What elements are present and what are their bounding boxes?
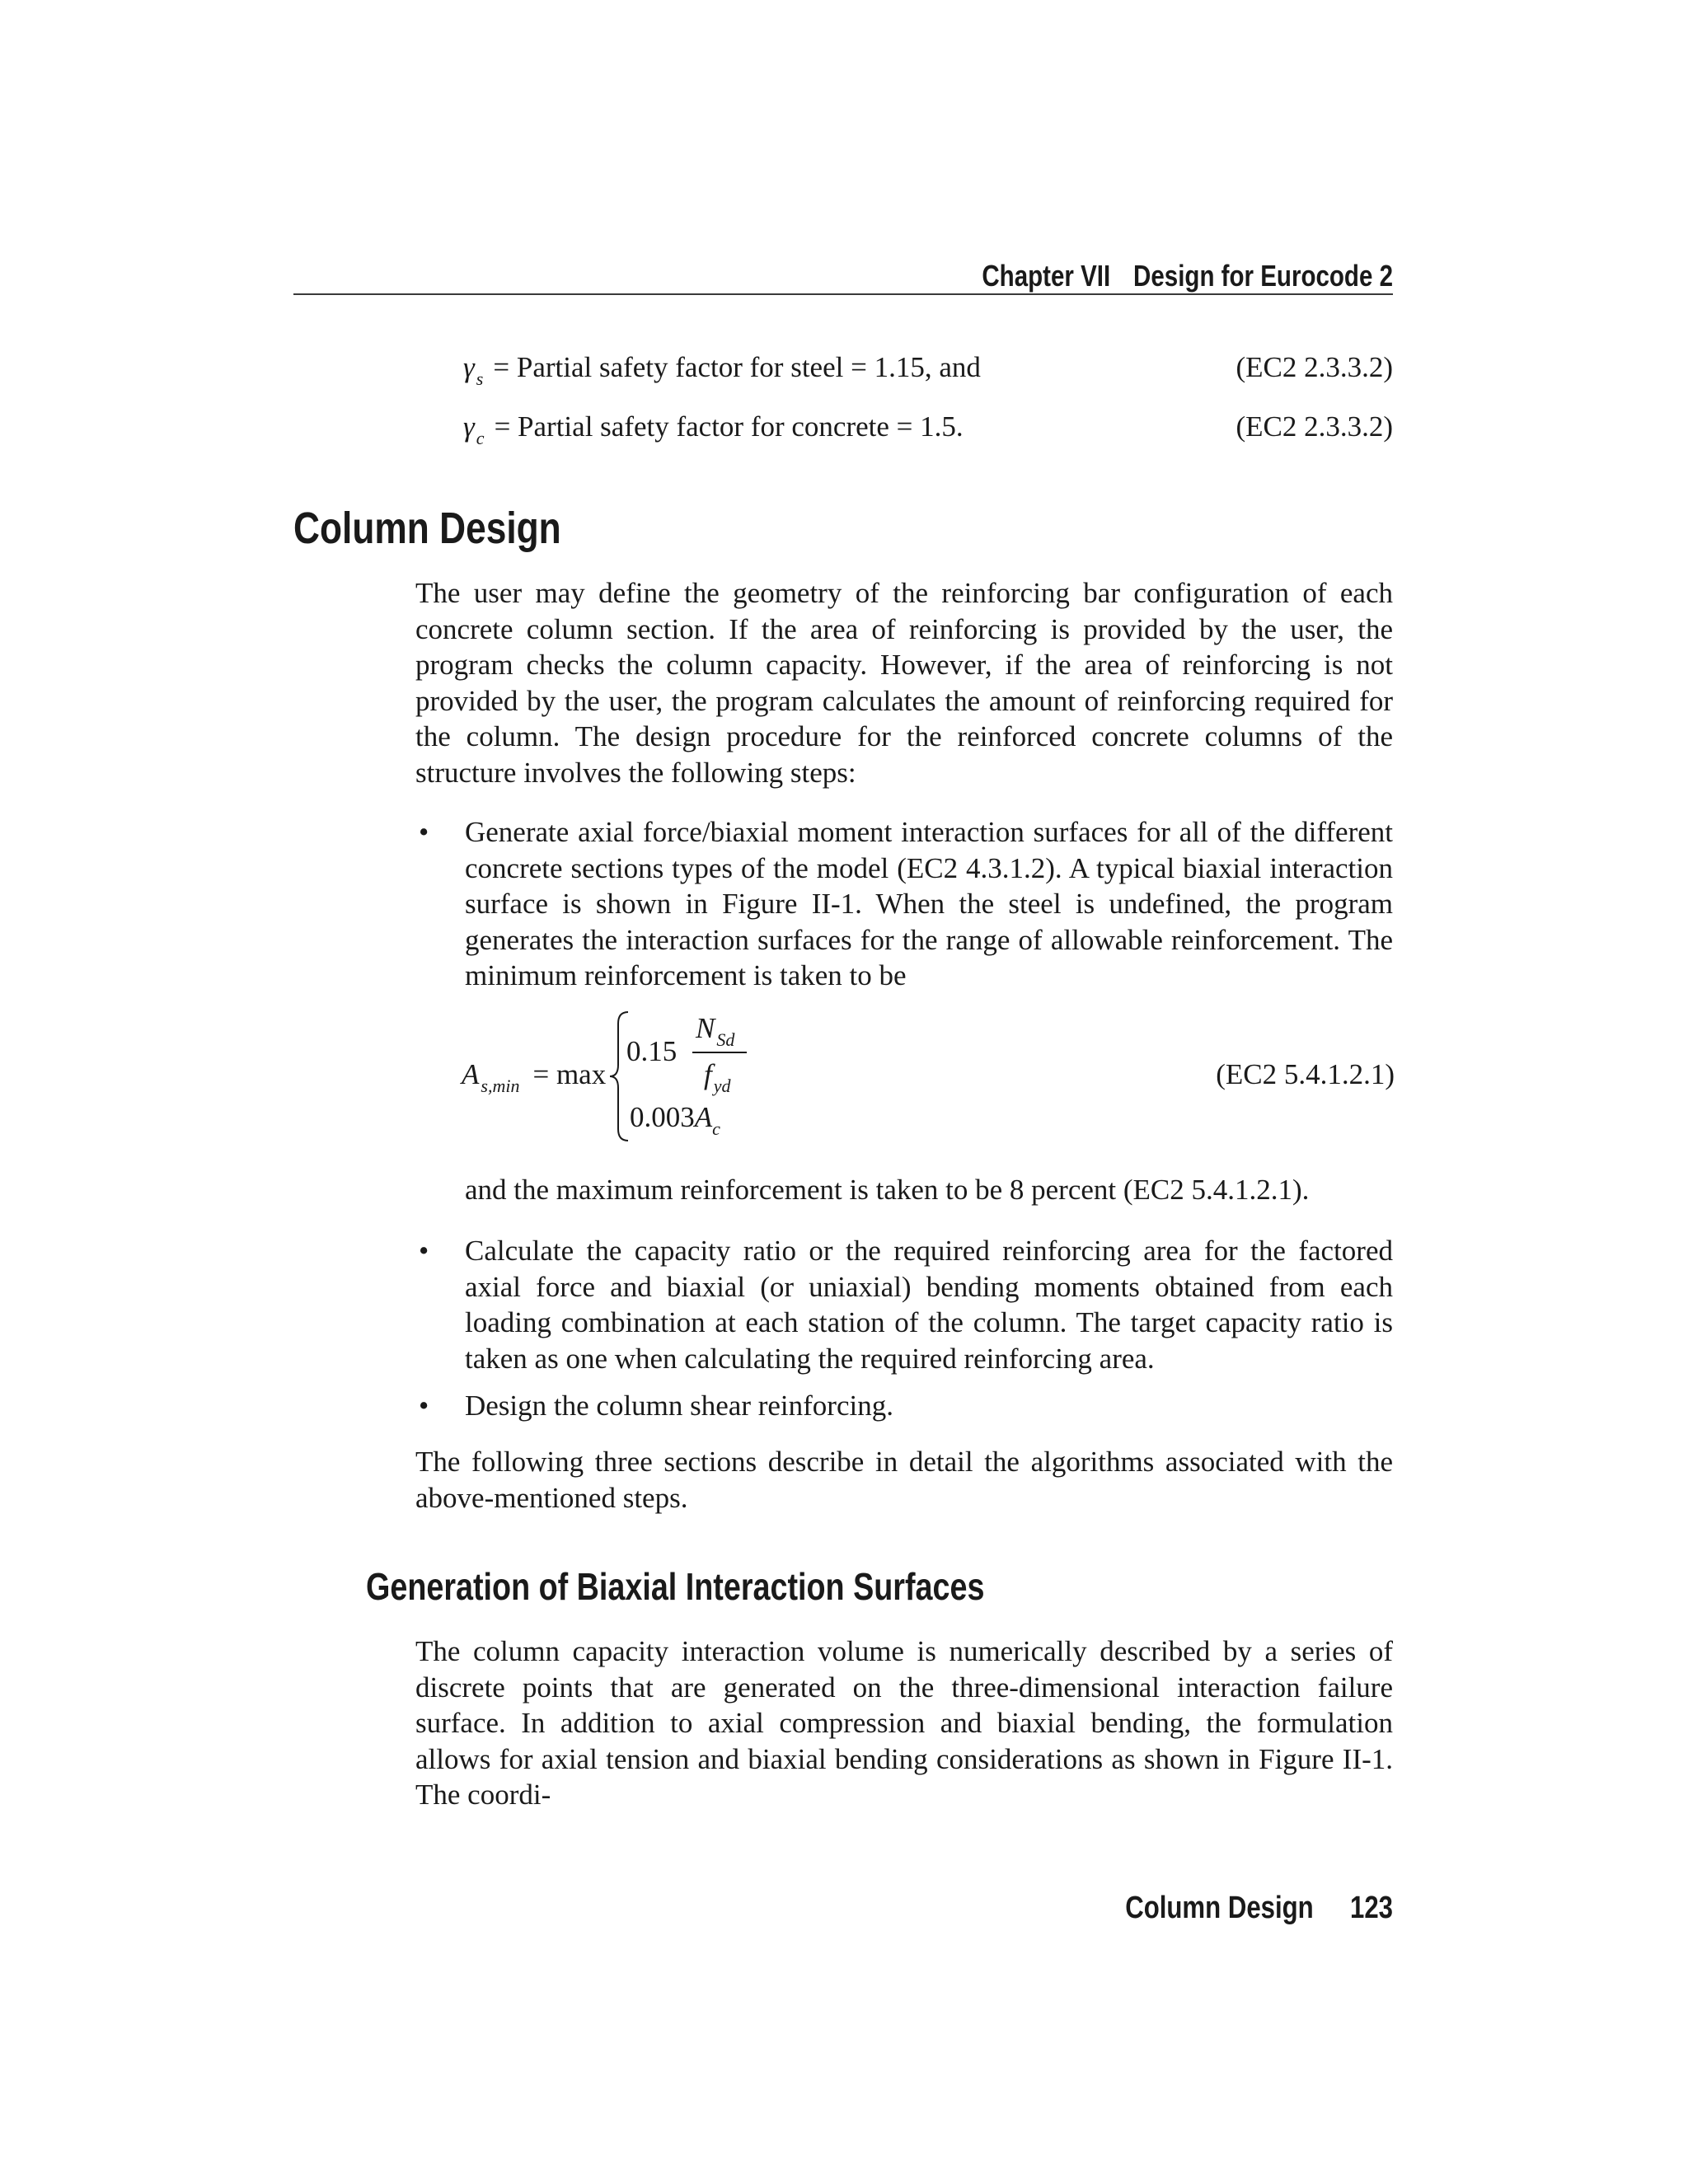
fraction-bar <box>692 1052 747 1053</box>
fraction-denominator: $f_{yd}$ <box>704 1058 731 1096</box>
section-heading: Column Design <box>293 504 561 553</box>
brace-icon <box>608 1010 631 1142</box>
definition-text: = Partial safety factor for steel = 1.15, and <box>493 351 981 383</box>
formula-operator: = max <box>532 1058 607 1090</box>
formula-fraction <box>686 1012 750 1094</box>
bullet-list-top <box>415 814 1393 1005</box>
definition-subscript: c <box>476 428 485 448</box>
subsection-paragraph: The column capacity interaction volume is numerically described by a series of discrete points that are generated on the three-dimensional interaction failure surface. In addition to axial compression and biaxial bending, the formulation allows for axial tension and biaxial bending considerations as shown in Figure II-1. The coordi- <box>415 1635 1393 1811</box>
closing-paragraph: The following three sections describe in detail the algorithms associated with the above-mentioned steps. <box>415 1446 1393 1514</box>
min-reinforcement-formula <box>462 1010 1395 1142</box>
header-rule <box>293 293 1393 295</box>
definition-symbol: γ <box>463 351 475 383</box>
definition-symbol: γ <box>463 410 475 443</box>
bullet-marker: • <box>419 1390 429 1422</box>
formula-second-term: $0.003A_c$ <box>630 1101 720 1139</box>
bullet-text: Generate axial force/biaxial moment interaction surfaces for all of the different concrete sections types of the model (EC2 4.3.1.2). A typical biaxial interaction surface is shown in Figure II-1. When the steel is undefined, the program generates the interaction surfaces for the range of allowable reinforcement. The minimum reinforcement is taken to be <box>465 816 1393 991</box>
definition-gamma-s <box>463 351 981 389</box>
list-item <box>415 1388 1393 1424</box>
formula-subscript: s,min <box>481 1076 520 1096</box>
page-number: 123 <box>1350 1891 1393 1925</box>
formula-coefficient: 0.15 <box>626 1035 678 1067</box>
subsection-heading: Generation of Biaxial Interaction Surfaces <box>366 1565 985 1608</box>
fraction-numerator: $N_{Sd}$ <box>696 1012 735 1050</box>
header-title: Design for Eurocode 2 <box>1133 259 1393 293</box>
intro-paragraph: The user may define the geometry of the reinforcing bar configuration of each concrete column section. If the area of reinforcing is provided by the user, the program checks the column capacity. However, if the area of reinforcing is not provided by the user, the program calculates the amount of reinforcing required for the column. The design procedure for the reinforced concrete columns of the structure involves the following steps: <box>415 577 1393 789</box>
list-item <box>415 814 1393 994</box>
footer-section: Column Design <box>1125 1891 1314 1925</box>
bullet-text: Design the column shear reinforcing. <box>465 1390 893 1422</box>
running-footer <box>251 1891 1393 1926</box>
list-item <box>415 1233 1393 1376</box>
formula-lhs <box>462 1058 607 1096</box>
after-formula-text: and the maximum reinforcement is taken to be 8 percent (EC2 5.4.1.2.1). <box>465 1174 1310 1206</box>
running-header <box>251 259 1393 293</box>
bullet-text: Calculate the capacity ratio or the required reinforcing area for the factored axial force and biaxial (or uniaxial) bending moments obtained from each loading combination at each station of the column. The target capacity ratio is taken as one when calculating the required reinforcing area. <box>465 1235 1393 1375</box>
definition-gamma-c <box>463 410 964 448</box>
formula-symbol: A <box>462 1058 480 1090</box>
definition-text: = Partial safety factor for concrete = 1.5. <box>494 410 964 443</box>
definition-subscript: s <box>476 368 484 389</box>
bullet-marker: • <box>419 816 429 848</box>
definition-reference: (EC2 2.3.3.2) <box>1236 351 1393 383</box>
header-chapter: Chapter VII <box>982 259 1111 293</box>
bullet-marker: • <box>419 1235 429 1267</box>
definition-reference: (EC2 2.3.3.2) <box>1236 410 1393 443</box>
bullet-list-bottom <box>415 1233 1393 1436</box>
formula-reference: (EC2 5.4.1.2.1) <box>1216 1058 1395 1090</box>
